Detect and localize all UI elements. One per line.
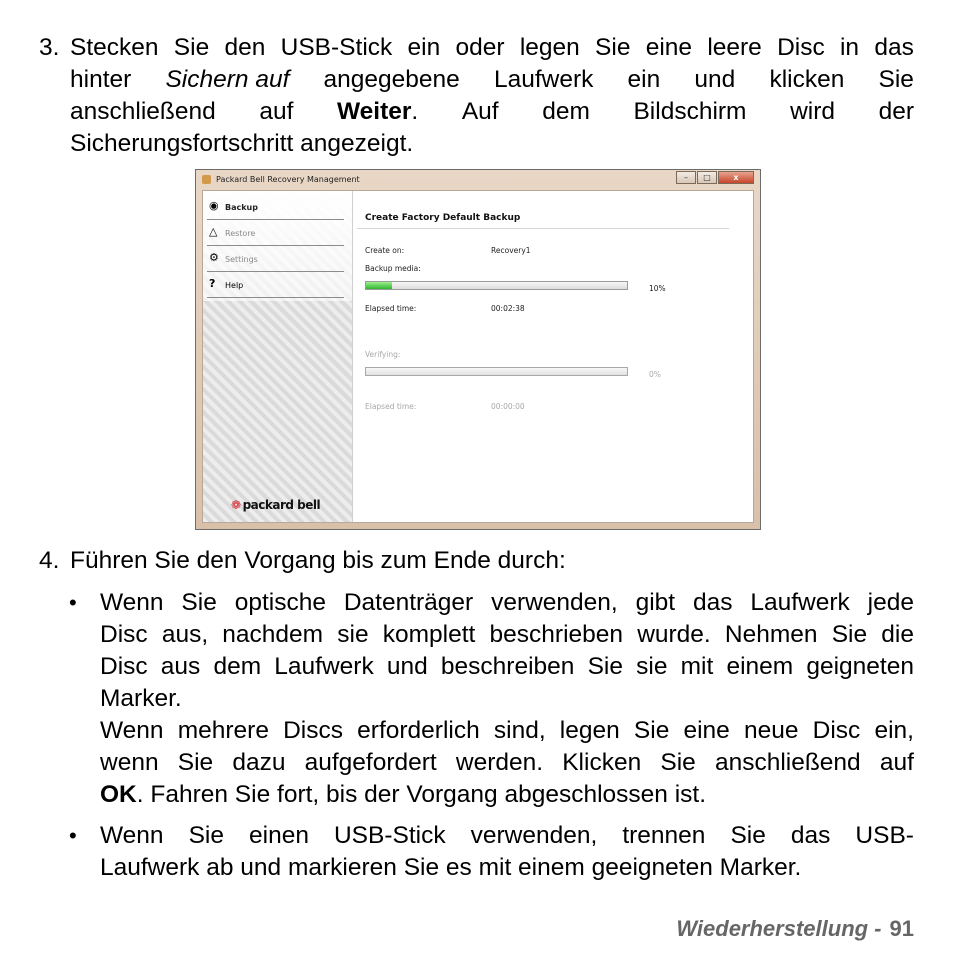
create-on-value: Recovery1 xyxy=(491,246,531,255)
bullet-2-line-1 xyxy=(100,820,914,852)
word: anschließend xyxy=(714,749,861,776)
nav-backup[interactable] xyxy=(207,194,344,220)
word: leere xyxy=(707,34,762,61)
bullet-1-text xyxy=(100,587,914,811)
word: Sie xyxy=(587,653,623,680)
rest-text: . Fahren Sie fort, bis der Vorgang abgeschlossen ist. xyxy=(136,781,707,808)
bullet-2-line-2: Laufwerk ab und markieren Sie es mit einem geeigneten Marker. xyxy=(100,854,802,881)
bullet-2-marker: • xyxy=(69,823,77,848)
word: Wenn xyxy=(100,717,164,744)
nav-help[interactable] xyxy=(207,272,344,298)
main-panel xyxy=(353,191,753,522)
word: Nehmen xyxy=(724,621,818,648)
word: oder xyxy=(455,34,505,61)
word: und xyxy=(694,66,736,93)
word: auf xyxy=(259,98,294,125)
elapsed-time-2-value: 00:00:00 xyxy=(491,402,525,411)
verify-progress-bar xyxy=(365,367,628,376)
word: Auf xyxy=(461,98,499,125)
ok-label: OK xyxy=(100,781,137,808)
word: Klicken xyxy=(562,749,642,776)
word: verwenden, xyxy=(470,822,598,849)
word: sind, xyxy=(493,717,546,744)
panel-title: Create Factory Default Backup xyxy=(365,213,521,223)
word: hinter xyxy=(70,66,132,93)
word: Sie xyxy=(878,66,914,93)
word: Sie xyxy=(831,621,868,648)
verifying-label: Verifying: xyxy=(365,350,401,359)
word: Laufwerk xyxy=(750,589,850,616)
word: Datenträger xyxy=(343,589,474,616)
recovery-management-window xyxy=(195,169,761,530)
word: dazu xyxy=(232,749,286,776)
word: Wenn xyxy=(100,822,164,849)
word: Sie xyxy=(181,589,217,616)
period: . xyxy=(411,98,419,125)
bullet-1-line-3 xyxy=(100,651,914,683)
word: legen xyxy=(519,34,580,61)
word: aufgefordert xyxy=(304,749,437,776)
step-3-line-1 xyxy=(70,32,914,64)
backup-progress-bar xyxy=(365,281,628,290)
word: beschreiben xyxy=(440,653,575,680)
word: ein xyxy=(627,66,661,93)
word: Bildschirm xyxy=(633,98,747,125)
bullet-1-line-5 xyxy=(100,715,914,747)
word: gibt xyxy=(635,589,676,616)
word: und xyxy=(386,653,428,680)
page-number: 91 xyxy=(889,916,914,941)
backup-progress-fill xyxy=(366,282,392,289)
word: verwenden, xyxy=(491,589,618,616)
word: legen xyxy=(559,717,620,744)
word: Disc xyxy=(100,653,148,680)
word: wird xyxy=(790,98,835,125)
close-button[interactable]: x xyxy=(718,171,754,184)
word: geigneten xyxy=(806,653,914,680)
bullet-1-line-4: Marker. xyxy=(100,685,182,712)
disc-icon: ◉ xyxy=(209,199,219,212)
word: Sie xyxy=(730,822,766,849)
create-on-label: Create on: xyxy=(365,246,405,255)
word: Sie xyxy=(173,34,210,61)
word: mit xyxy=(680,653,714,680)
minimize-button[interactable]: – xyxy=(676,171,696,184)
bullet-1-marker: • xyxy=(69,590,77,615)
packard-bell-logo xyxy=(231,498,320,512)
sidebar xyxy=(203,191,353,522)
warning-icon: △ xyxy=(209,225,218,238)
word: dem xyxy=(213,653,262,680)
word: eine xyxy=(645,34,693,61)
word: angegebene xyxy=(323,66,460,93)
word: ein xyxy=(407,34,441,61)
word: trennen xyxy=(622,822,706,849)
word: optische xyxy=(234,589,326,616)
gear-icon: ⚙ xyxy=(209,251,219,264)
window-controls xyxy=(675,171,754,184)
word: einem xyxy=(726,653,794,680)
word: ein, xyxy=(874,717,914,744)
word: sie xyxy=(636,653,668,680)
word: Sie xyxy=(595,34,631,61)
word: auf xyxy=(879,749,914,776)
word: das xyxy=(874,34,914,61)
word: den xyxy=(224,34,266,61)
word: Stecken xyxy=(70,34,159,61)
window-title: Packard Bell Recovery Management xyxy=(216,175,360,184)
nav-backup-label: Backup xyxy=(225,203,258,212)
word: Discs xyxy=(283,717,343,744)
backup-media-label: Backup media: xyxy=(365,264,421,273)
step-3-line-4: Sicherungsfortschritt angezeigt. xyxy=(70,130,414,157)
step-3-text xyxy=(70,32,914,160)
word: werden. xyxy=(455,749,544,776)
step-3-line-3 xyxy=(70,96,914,128)
word: komplett xyxy=(382,621,476,648)
sichern-auf-label: Sichern auf xyxy=(165,66,290,93)
word: Disc xyxy=(812,717,861,744)
word: Disc xyxy=(100,621,148,648)
word: beschrieben xyxy=(489,621,624,648)
weiter-label: Weiter xyxy=(336,98,412,125)
word: USB-Stick xyxy=(280,34,393,61)
word: jede xyxy=(867,589,914,616)
elapsed-time-2-label: Elapsed time: xyxy=(365,402,417,411)
verify-progress-text: 0% xyxy=(649,370,661,379)
word: die xyxy=(881,621,914,648)
nav-restore-label: Restore xyxy=(225,229,256,238)
nav-settings[interactable] xyxy=(207,246,344,272)
word: Sie xyxy=(660,749,696,776)
step-3-line-2 xyxy=(70,64,914,96)
bullet-1-line-2 xyxy=(100,619,914,651)
maximize-button[interactable]: □ xyxy=(697,171,717,184)
word: in xyxy=(839,34,860,61)
logo-text: packard bell xyxy=(242,498,321,512)
page-footer xyxy=(676,916,914,942)
word: Sie xyxy=(177,749,214,776)
word: USB-Stick xyxy=(333,822,446,849)
nav-settings-label: Settings xyxy=(225,255,258,264)
word: nachdem xyxy=(222,621,324,648)
word: Wenn xyxy=(100,589,164,616)
word: der xyxy=(878,98,914,125)
word: mehrere xyxy=(177,717,269,744)
nav-restore[interactable] xyxy=(207,220,344,246)
window-client xyxy=(202,190,754,523)
word: USB- xyxy=(855,822,914,849)
word: aus xyxy=(160,653,201,680)
step-3-number: 3. xyxy=(39,34,60,61)
backup-progress-text: 10% xyxy=(649,284,666,293)
word: anschließend xyxy=(70,98,216,125)
word: aus, xyxy=(161,621,209,648)
word: erforderlich xyxy=(357,717,480,744)
step-4-number: 4. xyxy=(39,547,60,574)
elapsed-time-value: 00:02:38 xyxy=(491,304,525,313)
word: einen xyxy=(249,822,309,849)
bullet-1-line-1 xyxy=(100,587,914,619)
footer-section: Wiederherstellung - xyxy=(676,916,882,941)
bullet-1-line-7 xyxy=(100,779,914,811)
elapsed-time-label: Elapsed time: xyxy=(365,304,417,313)
word: Sie xyxy=(633,717,670,744)
bullet-1-line-6 xyxy=(100,747,914,779)
word: Disc xyxy=(777,34,825,61)
word: das xyxy=(692,589,733,616)
word: neue xyxy=(743,717,799,744)
word: dem xyxy=(542,98,590,125)
weiter-with-period xyxy=(337,96,418,128)
word: Laufwerk xyxy=(274,653,374,680)
word: klicken xyxy=(769,66,845,93)
nav-help-label: Help xyxy=(225,281,244,290)
word: wenn xyxy=(100,749,159,776)
bullet-2-text xyxy=(100,820,914,884)
word: das xyxy=(790,822,831,849)
title-bar xyxy=(196,170,760,190)
step-4-text: Führen Sie den Vorgang bis zum Ende durch: xyxy=(70,547,566,574)
help-icon: ? xyxy=(209,277,216,290)
logo-mark-icon: ❁ xyxy=(231,498,241,512)
word: wurde. xyxy=(637,621,711,648)
app-icon xyxy=(202,175,211,184)
word: Laufwerk xyxy=(493,66,594,93)
word: Sie xyxy=(188,822,224,849)
word: eine xyxy=(683,717,730,744)
word: sie xyxy=(337,621,369,648)
divider xyxy=(357,228,729,229)
